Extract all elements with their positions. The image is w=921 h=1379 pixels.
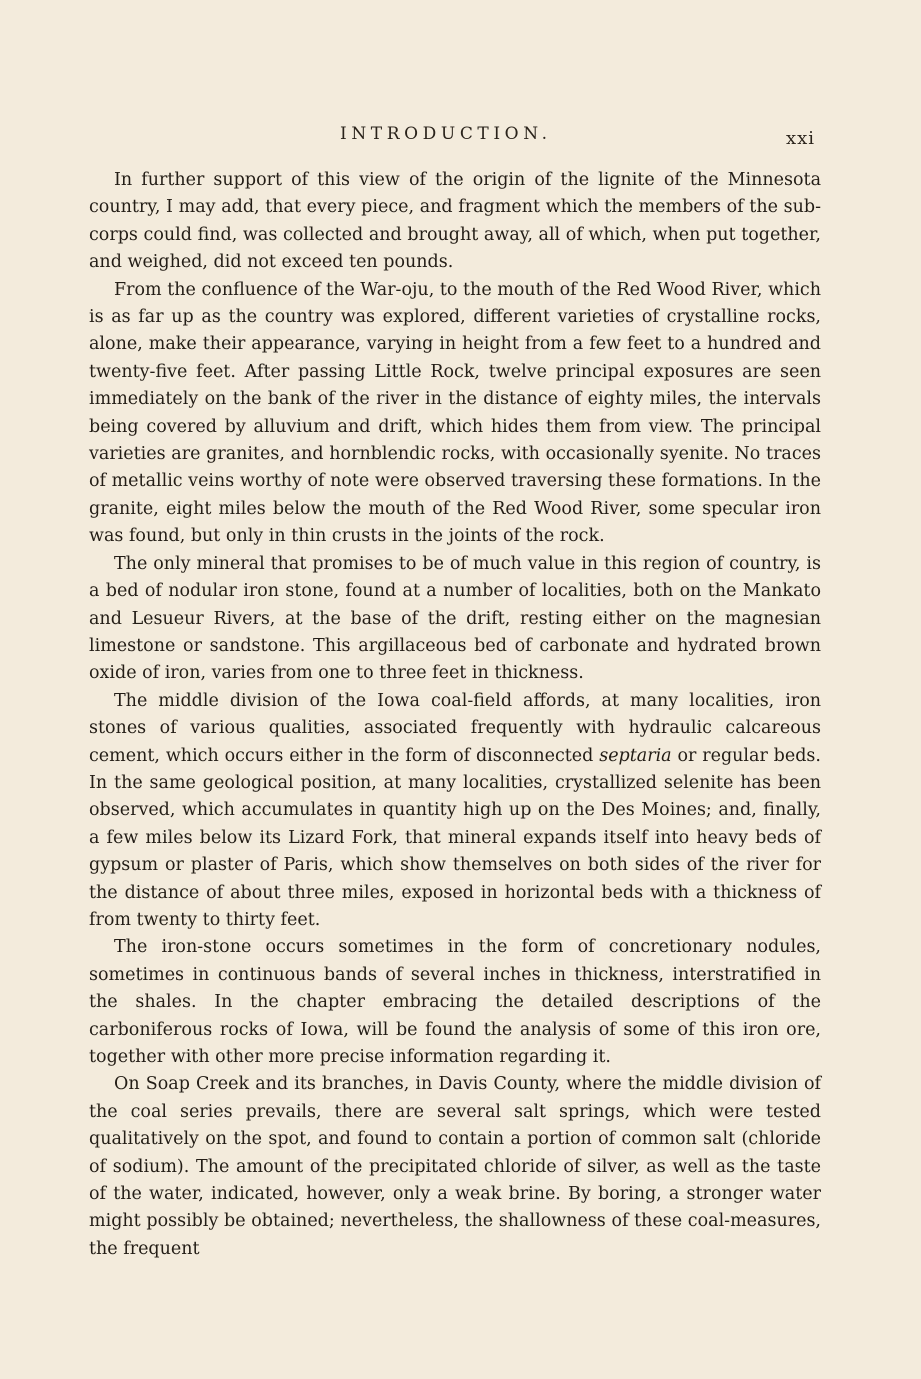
paragraph-lignite: In further support of this view of the origin of the lignite of the Minnesota country, I may add, that every piece, and fragment which the members of the sub-corps could find, was collected and brought away, all of which, when put together, and weighed, did not exceed ten pounds. xyxy=(89,170,821,273)
paragraph-text: or regular beds. In the same geological position, at many localities, crystallized selenite has been observed, which accumulates in quantity high up on the Des Moines; and, finally, a few miles below its Lizard Fork, that mineral expands itself into heavy beds of gypsum or plaster of Paris, which show themselves on both sides of the river for the distance of about three miles, exposed in horizontal beds with a thickness of from twenty to thirty feet. xyxy=(89,745,821,930)
paragraph-iron-stone: The only mineral that promises to be of much value in this region of country, is a bed of nodular iron stone, found at a number of localities, both on the Mankato and Lesueur Rivers, at the base of the drift, resting either on the magnesian limestone or sandstone. This argillaceous bed of carbonate and hydrated brown oxide of iron, varies from one to three feet in thickness. xyxy=(89,553,821,684)
paragraph-salt-springs: On Soap Creek and its branches, in Davis County, where the middle division of the coal series prevails, there are several salt springs, which were tested qualitatively on the spot, and found to contain a portion of common salt (chloride of sodium). The amount of the precipitated chloride of silver, as well as the taste of the water, indicated, however, only a weak brine. By boring, a stronger water might possibly be obtained; nevertheless, the shallowness of these coal-measures, the frequent xyxy=(89,1074,821,1259)
italic-term: septaria xyxy=(599,745,672,766)
running-title: INTRODUCTION. xyxy=(340,124,552,144)
page-number: xxi xyxy=(786,128,816,149)
paragraph-iron-stone-occurrence: The iron-stone occurs sometimes in the form of concretionary nodules, sometimes in continuous bands of several inches in thickness, interstratified in the shales. In the chapter embracing the detailed descriptions of the carboniferous rocks of Iowa, will be found the analysis of some of this iron ore, together with other more precise information regarding it. xyxy=(89,937,821,1067)
paragraph-crystalline-rocks: From the confluence of the War-oju, to the mouth of the Red Wood River, which is as far up as the country was explored, different varieties of crystalline rocks, alone, make their appearance, varying in height from a few feet to a hundred and twenty-five feet. After passing Little Rock, twelve principal exposures are seen immediately on the bank of the river in the distance of eighty miles, the intervals being covered by alluvium and drift, which hides them from view. The principal varieties are granites, and hornblendic rocks, with occasionally syenite. No traces of metallic veins worthy of note were observed traversing these formations. In the granite, eight miles below the mouth of the Red Wood River, some specular iron was found, but only in thin crusts in the joints of the rock. xyxy=(89,279,821,547)
paragraph-text: The middle division of the Iowa coal-field affords, at many localities, iron stones of various qualities, associated frequently with hydraulic calcareous cement, which occurs either in the form of disconnected xyxy=(89,690,821,766)
paragraph-iowa-coal-field xyxy=(89,688,821,935)
body-text xyxy=(89,167,821,1263)
